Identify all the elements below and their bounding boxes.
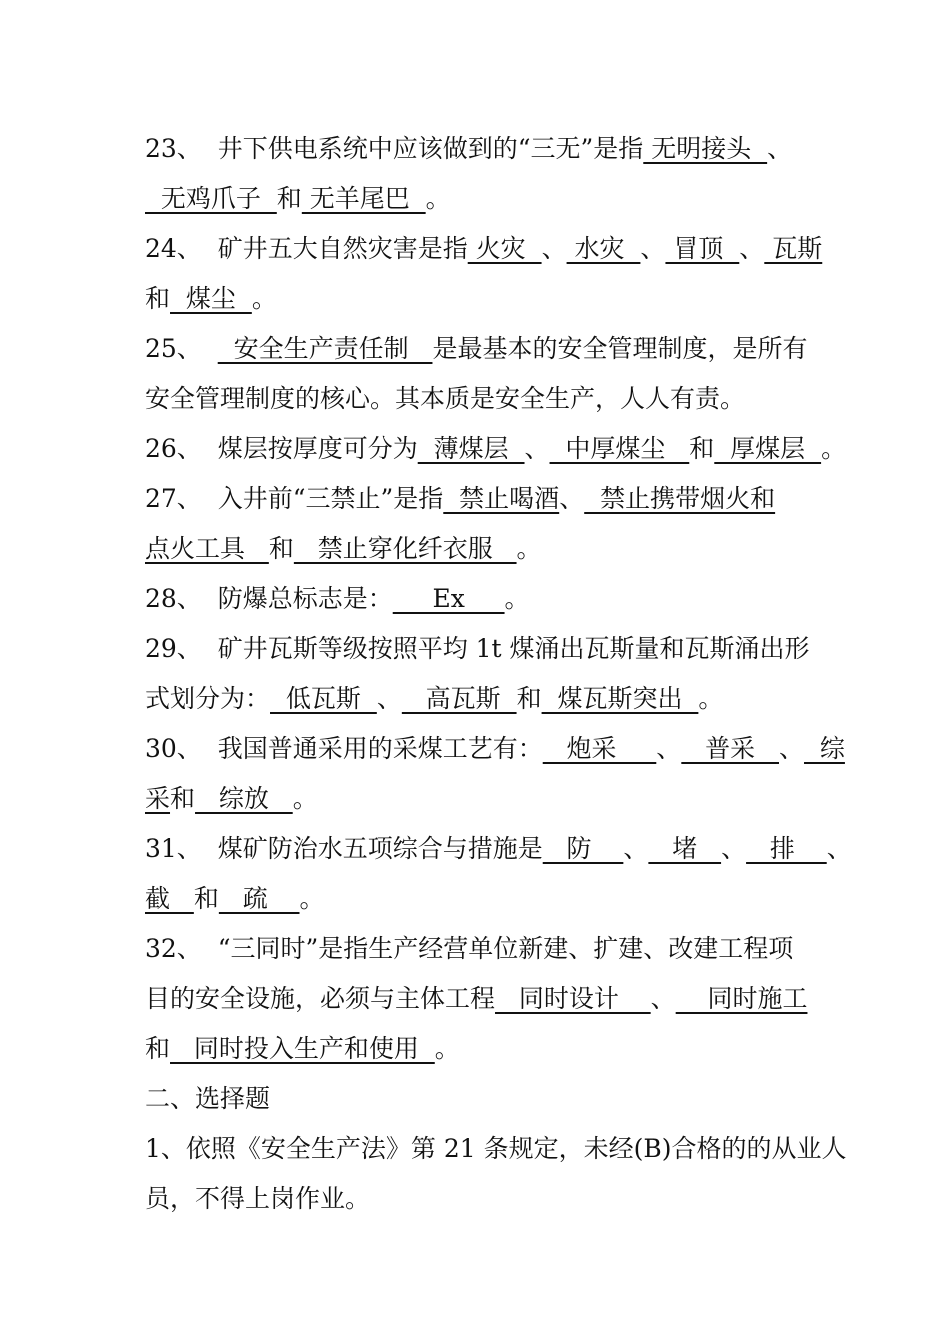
answer-blank: 中厚煤尘 <box>549 434 690 463</box>
question-text: 、 <box>656 734 682 763</box>
question-text: 。 <box>251 284 277 313</box>
text-line <box>145 1134 847 1164</box>
question-text: 、 <box>376 684 402 713</box>
answer-blank: 无明接头 <box>643 134 768 163</box>
question-text: 目的安全设施，必须与主体工程 <box>145 984 496 1013</box>
answer-blank: 综放 <box>195 784 293 813</box>
question-text: 、 <box>767 134 793 163</box>
answer-blank: 冒顶 <box>665 234 740 263</box>
answer-blank: 安全生产责任制 <box>217 334 433 363</box>
text-line <box>145 884 325 914</box>
question-text: 。 <box>698 684 724 713</box>
answer-blank: 截 <box>145 884 194 913</box>
question-text: 。 <box>299 884 325 913</box>
question-text: 23、 井下供电系统中应该做到的“三无”是指 <box>145 134 644 163</box>
question-text: 。 <box>821 434 847 463</box>
text-line <box>145 534 542 564</box>
question-text: 25、 <box>145 334 218 363</box>
question-text: 员，不得上岗作业。 <box>145 1184 371 1213</box>
question-text: 26、 煤层按厚度可分为 <box>145 434 418 463</box>
text-line <box>145 1034 460 1064</box>
answer-blank: 同时投入生产和使用 <box>170 1034 435 1063</box>
question-text: 和 <box>516 684 542 713</box>
question-text: 是最基本的安全管理制度，是所有 <box>432 334 808 363</box>
question-text: 31、 煤矿防治水五项综合与措施是 <box>145 834 543 863</box>
answer-blank: 煤尘 <box>170 284 252 313</box>
text-line <box>145 334 807 364</box>
question-text: 和 <box>276 184 302 213</box>
answer-blank: 普采 <box>681 734 779 763</box>
question-text: 和 <box>193 884 219 913</box>
question-text: 、 <box>524 434 550 463</box>
text-line <box>145 134 792 164</box>
text-line <box>145 484 775 514</box>
question-text: 和 <box>170 784 196 813</box>
text-line <box>145 684 723 714</box>
answer-blank: 同时设计 <box>495 984 651 1013</box>
answer-blank: 煤瓦斯突出 <box>541 684 699 713</box>
answer-blank: 禁止携带烟火和 <box>584 484 776 513</box>
text-line <box>145 234 822 264</box>
question-text: 二、选择题 <box>145 1084 271 1113</box>
answer-blank: 同时施工 <box>675 984 808 1013</box>
question-text: 27、 入井前“三禁止”是指 <box>145 484 444 513</box>
question-text: 、 <box>739 234 765 263</box>
question-text: 、 <box>826 834 852 863</box>
answer-blank: 防 <box>542 834 624 863</box>
answer-blank: 堵 <box>648 834 722 863</box>
question-text: 。 <box>516 534 542 563</box>
question-text: 、 <box>779 734 805 763</box>
text-line <box>145 834 852 864</box>
question-text: 和 <box>145 284 171 313</box>
text-line <box>145 784 318 814</box>
question-text: 28、 防爆总标志是： <box>145 584 393 613</box>
question-text: 。 <box>504 584 530 613</box>
text-line <box>145 984 807 1014</box>
text-line <box>145 934 793 964</box>
question-text: 1、依照《安全生产法》第 21 条规定，未经(B)合格的的从业人 <box>145 1134 847 1163</box>
answer-blank: 厚煤层 <box>714 434 822 463</box>
question-text: 。 <box>292 784 318 813</box>
answer-blank: 水灾 <box>566 234 641 263</box>
answer-blank: 低瓦斯 <box>270 684 377 713</box>
question-text: 、 <box>559 484 585 513</box>
question-text: 。 <box>434 1034 460 1063</box>
question-text: 和 <box>145 1034 171 1063</box>
question-text: 。 <box>425 184 451 213</box>
answer-blank: 点火工具 <box>145 534 269 563</box>
answer-blank: Ex <box>392 584 505 613</box>
text-line <box>145 1084 270 1114</box>
question-text: 24、 矿井五大自然灾害是指 <box>145 234 468 263</box>
text-line <box>145 284 277 314</box>
answer-blank: 无鸡爪子 <box>145 184 277 213</box>
answer-blank: 禁止穿化纤衣服 <box>293 534 517 563</box>
answer-blank: 无羊尾巴 <box>301 184 426 213</box>
question-text: 、 <box>721 834 747 863</box>
question-text: 、 <box>640 234 666 263</box>
text-line <box>145 584 530 614</box>
answer-blank: 炮采 <box>542 734 657 763</box>
text-line <box>145 434 846 464</box>
question-text: 式划分为： <box>145 684 271 713</box>
answer-blank: 薄煤层 <box>417 434 525 463</box>
question-text: 29、 矿井瓦斯等级按照平均 1t 煤涌出瓦斯量和瓦斯涌出形 <box>145 634 810 663</box>
answer-blank: 排 <box>746 834 827 863</box>
question-text: 32、 “三同时”是指生产经营单位新建、扩建、改建工程项 <box>145 934 794 963</box>
question-text: 30、 我国普通采用的采煤工艺有： <box>145 734 543 763</box>
answer-blank: 禁止喝酒 <box>443 484 560 513</box>
question-text: 、 <box>650 984 676 1013</box>
text-line <box>145 1184 370 1214</box>
question-text: 、 <box>623 834 649 863</box>
answer-blank: 高瓦斯 <box>401 684 517 713</box>
question-text: 安全管理制度的核心。其本质是安全生产，人人有责。 <box>145 384 746 413</box>
question-text: 和 <box>689 434 715 463</box>
text-line <box>145 184 451 214</box>
answer-blank: 采 <box>145 784 171 813</box>
text-line <box>145 634 810 664</box>
answer-blank: 瓦斯 <box>764 234 823 263</box>
answer-blank: 综 <box>804 734 845 763</box>
text-line <box>145 734 845 764</box>
text-line <box>145 384 745 414</box>
answer-blank: 火灾 <box>467 234 542 263</box>
question-text: 、 <box>541 234 567 263</box>
question-text: 和 <box>268 534 294 563</box>
answer-blank: 疏 <box>218 884 300 913</box>
